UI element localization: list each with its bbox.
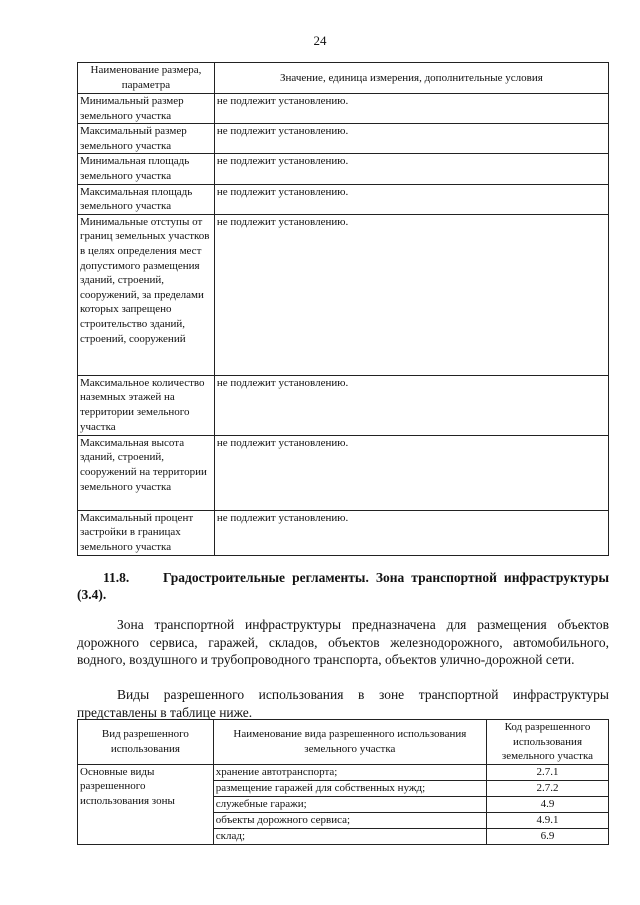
- parameter-name: Максимальное количество наземных этажей на территории земельного участка: [78, 375, 215, 435]
- parameter-value: не подлежит установлению.: [214, 184, 608, 214]
- parameter-name: Максимальная высота зданий, строений, сооружений на территории земельного участка: [78, 435, 215, 510]
- parameter-value: не подлежит установлению.: [214, 510, 608, 555]
- use-name: размещение гаражей для собственных нужд;: [213, 780, 486, 796]
- parameters-table: [77, 62, 609, 556]
- use-code: 4.9.1: [486, 812, 608, 828]
- parameter-value: не подлежит установлению.: [214, 375, 608, 435]
- table-header-row: [78, 720, 609, 765]
- header-use-type: Вид разрешенного использования: [78, 720, 214, 765]
- use-name: объекты дорожного сервиса;: [213, 812, 486, 828]
- header-parameter-name: Наименование размера, параметра: [78, 63, 215, 94]
- use-group-label: Основные виды разрешенного использования зоны: [78, 764, 214, 844]
- use-code: 6.9: [486, 828, 608, 844]
- table-row: [78, 510, 609, 555]
- parameter-value: не подлежит установлению.: [214, 94, 608, 124]
- table-header-row: [78, 63, 609, 94]
- section-title: Градостроительные регламенты. Зона транспортной инфраструктуры (3.4).: [77, 570, 609, 602]
- table-row: [78, 435, 609, 510]
- parameter-value: не подлежит установлению.: [214, 154, 608, 184]
- paragraph: [77, 686, 609, 721]
- use-name: склад;: [213, 828, 486, 844]
- parameter-value: не подлежит установлению.: [214, 214, 608, 375]
- table-row: [78, 94, 609, 124]
- parameter-name: Максимальная площадь земельного участка: [78, 184, 215, 214]
- use-code: 2.7.2: [486, 780, 608, 796]
- parameter-name: Минимальный размер земельного участка: [78, 94, 215, 124]
- section-number: 11.8.: [103, 570, 130, 585]
- section-heading: [77, 569, 609, 603]
- parameter-value: не подлежит установлению.: [214, 435, 608, 510]
- page-number: 24: [313, 33, 327, 48]
- paragraph-text: Зона транспортной инфраструктуры предназначена для размещения объектов дорожного сервиса, гаражей, складов, объектов железнодорожного, автомобильного, водного, воздушного и трубопроводного транспорта, объектов улично-дорожной сети.: [77, 617, 609, 667]
- parameter-name: Минимальные отступы от границ земельных участков в целях определения мест допустимого размещения зданий, строений, сооружений, за пределами которых запрещено строительство зданий, строений, сооружений: [78, 214, 215, 375]
- permitted-uses-table: [77, 719, 609, 845]
- paragraph: [77, 616, 609, 669]
- table-row: [78, 214, 609, 375]
- table-row: [78, 375, 609, 435]
- table-row: [78, 124, 609, 154]
- use-code: 4.9: [486, 796, 608, 812]
- parameter-name: Максимальный размер земельного участка: [78, 124, 215, 154]
- parameter-name: Минимальная площадь земельного участка: [78, 154, 215, 184]
- parameter-value: не подлежит установлению.: [214, 124, 608, 154]
- use-name: хранение автотранспорта;: [213, 764, 486, 780]
- header-use-code: Код разрешенного использования земельного участка: [486, 720, 608, 765]
- use-code: 2.7.1: [486, 764, 608, 780]
- header-use-name: Наименование вида разрешенного использования земельного участка: [213, 720, 486, 765]
- paragraph-text: Виды разрешенного использования в зоне транспортной инфраструктуры представлены в таблице ниже.: [77, 687, 609, 720]
- use-name: служебные гаражи;: [213, 796, 486, 812]
- table-row: [78, 184, 609, 214]
- table-row: [78, 154, 609, 184]
- table-row: [78, 764, 609, 780]
- header-parameter-value: Значение, единица измерения, дополнительные условия: [214, 63, 608, 94]
- parameter-name: Максимальный процент застройки в границах земельного участка: [78, 510, 215, 555]
